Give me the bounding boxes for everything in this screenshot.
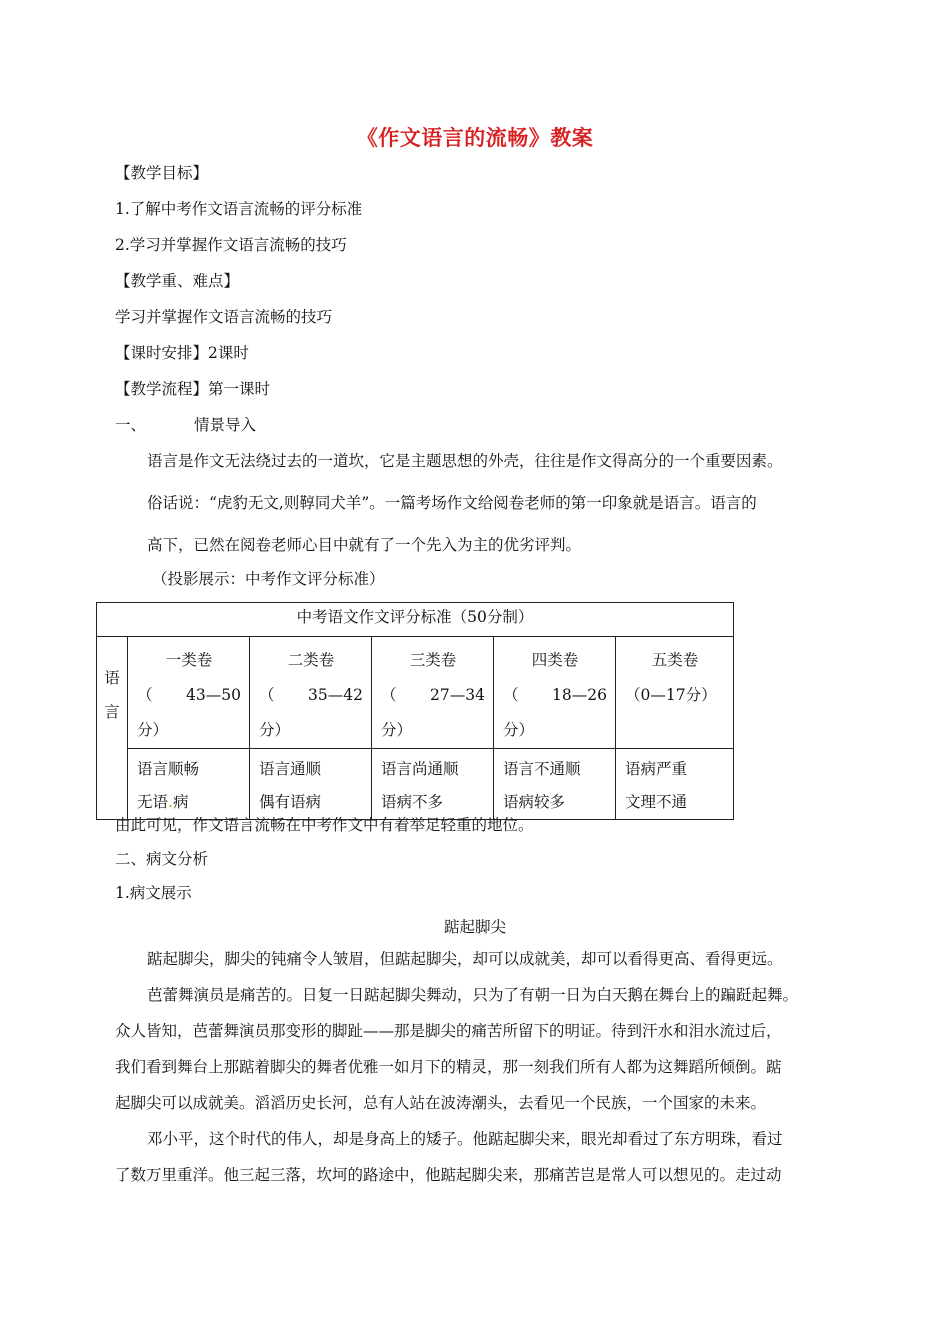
essay-title: 踮起脚尖 xyxy=(443,918,506,936)
conclusion-line: 由此可见，作文语言流畅在中考作文中有着举足轻重的地位。 xyxy=(115,816,534,834)
essay-line: 邓小平，这个时代的伟人，却是身高上的矮子。他踮起脚尖来，眼光却看过了东方明珠，看过 xyxy=(147,1130,783,1148)
essay-line: 了数万里重洋。他三起三落，坎坷的路途中，他踮起脚尖来，那痛苦岂是常人可以想见的。走过动 xyxy=(115,1166,782,1184)
grade-cell: 二类卷 （ 35—42 分） xyxy=(250,637,372,749)
objective-item: 2.学习并掌握作文语言流畅的技巧 xyxy=(115,236,347,254)
subsection-heading: 1.病文展示 xyxy=(115,884,192,902)
objective-item: 1.了解中考作文语言流畅的评分标准 xyxy=(115,200,363,218)
grade-cell: 五类卷 （0—17分） xyxy=(616,637,734,749)
grade-cell: 四类卷 （ 18—26 分） xyxy=(494,637,616,749)
section-one-number: 一、 xyxy=(115,416,147,434)
intro-paragraph-line: 俗话说：“虎豹无文,则鞟同犬羊”。一篇考场作文给阅卷老师的第一印象就是语言。语言的 xyxy=(147,494,757,512)
scoring-standard-table xyxy=(96,602,734,820)
essay-line: 众人皆知，芭蕾舞演员那变形的脚趾——那是脚尖的痛苦所留下的明证。待到汗水和泪水流过后， xyxy=(115,1022,782,1040)
flow-line: 【教学流程】第一课时 xyxy=(115,380,271,398)
essay-line: 踮起脚尖，脚尖的钝痛令人皱眉，但踮起脚尖，却可以成就美，却可以看得更高、看得更远。 xyxy=(147,950,783,968)
key-points-text: 学习并掌握作文语言流畅的技巧 xyxy=(115,308,333,326)
grade-description: 语言顺畅 无语.病 xyxy=(128,749,250,820)
section-two-heading: 二、病文分析 xyxy=(115,850,209,868)
projection-note: （投影展示：中考作文评分标准） xyxy=(152,570,385,588)
essay-line: 芭蕾舞演员是痛苦的。日复一日踮起脚尖舞动，只为了有朝一日为白天鹅在舞台上的蹁跹起舞。 xyxy=(147,986,799,1004)
grade-description: 语言尚通顺 语病不多 xyxy=(372,749,494,820)
grade-cell: 三类卷 （ 27—34 分） xyxy=(372,637,494,749)
grade-description: 语言不通顺 语病较多 xyxy=(494,749,616,820)
table-side-label: 语 言 xyxy=(97,637,128,820)
objectives-heading: 【教学目标】 xyxy=(115,164,209,182)
section-one-label: 情景导入 xyxy=(194,416,257,434)
intro-paragraph-line: 高下，已然在阅卷老师心目中就有了一个先入为主的优劣评判。 xyxy=(147,536,582,554)
grade-cell: 一类卷 （ 43—50 分） xyxy=(128,637,250,749)
intro-paragraph: 语言是作文无法绕过去的一道坎，它是主题思想的外壳，往往是作文得高分的一个重要因素。 xyxy=(147,452,783,470)
key-points-heading: 【教学重、难点】 xyxy=(115,272,240,290)
essay-line: 我们看到舞台上那踮着脚尖的舞者优雅一如月下的精灵，那一刻我们所有人都为这舞蹈所倾倒。踮 xyxy=(115,1058,782,1076)
schedule-line: 【课时安排】2课时 xyxy=(115,344,249,362)
essay-line: 起脚尖可以成就美。滔滔历史长河，总有人站在波涛潮头，去看见一个民族，一个国家的未来。 xyxy=(115,1094,767,1112)
grade-description: 语病严重 文理不通 xyxy=(616,749,734,820)
document-title: 《作文语言的流畅》教案 xyxy=(356,126,594,150)
table-caption: 中考语文作文评分标准（50分制） xyxy=(97,603,734,637)
grade-description: 语言通顺 偶有语病 xyxy=(250,749,372,820)
